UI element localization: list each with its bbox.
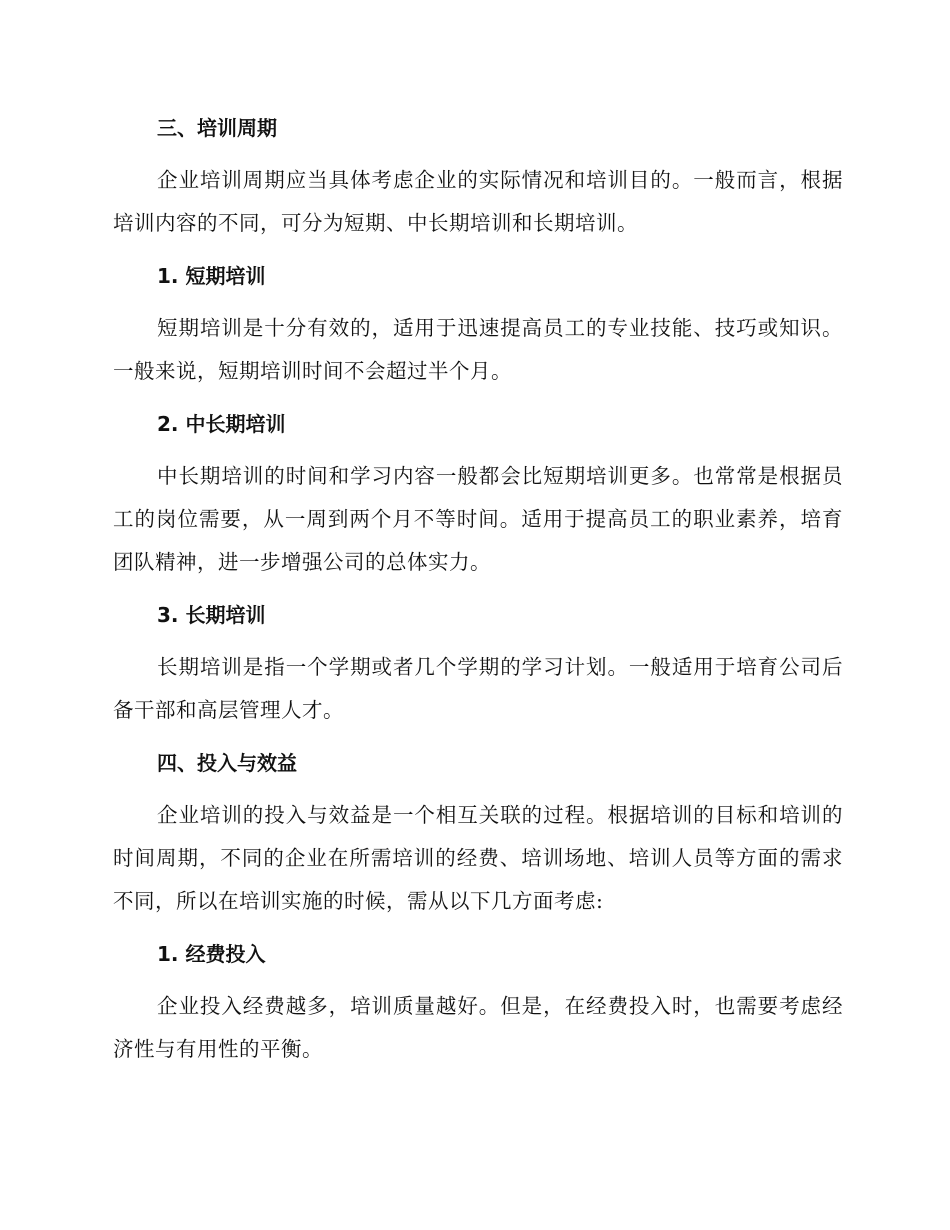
paragraph-training-cycle-intro: 企业培训周期应当具体考虑企业的实际情况和培训目的。一般而言，根据培训内容的不同，可分为短期、中长期培训和长期培训。 <box>113 168 843 235</box>
document-body <box>113 108 843 1082</box>
paragraph-mid-long-term: 中长期培训的时间和学习内容一般都会比短期培训更多。也常常是根据员工的岗位需要，从一周到两个月不等时间。适用于提高员工的职业素养，培育团队精神，进一步增强公司的总体实力。 <box>113 464 843 574</box>
section-heading-training-cycle: 三、培训周期 <box>157 116 277 140</box>
paragraph-investment-benefit-intro: 企业培训的投入与效益是一个相互关联的过程。根据培训的目标和培训的时间周期，不同的企业在所需培训的经费、培训场地、培训人员等方面的需求不同，所以在培训实施的时候，需从以下几方面考虑: <box>113 803 843 913</box>
subheading-short-term: 1. 短期培训 <box>157 264 266 288</box>
subheading-long-term: 3. 长期培训 <box>157 603 266 627</box>
paragraph-long-term: 长期培训是指一个学期或者几个学期的学习计划。一般适用于培育公司后备干部和高层管理人才。 <box>113 655 843 722</box>
subheading-mid-long-term: 2. 中长期培训 <box>157 412 286 436</box>
section-heading-investment-benefit: 四、投入与效益 <box>157 751 297 775</box>
paragraph-funding: 企业投入经费越多，培训质量越好。但是，在经费投入时，也需要考虑经济性与有用性的平衡。 <box>113 994 843 1061</box>
paragraph-short-term: 短期培训是十分有效的，适用于迅速提高员工的专业技能、技巧或知识。一般来说，短期培训时间不会超过半个月。 <box>113 316 843 383</box>
subheading-funding: 1. 经费投入 <box>157 942 266 966</box>
